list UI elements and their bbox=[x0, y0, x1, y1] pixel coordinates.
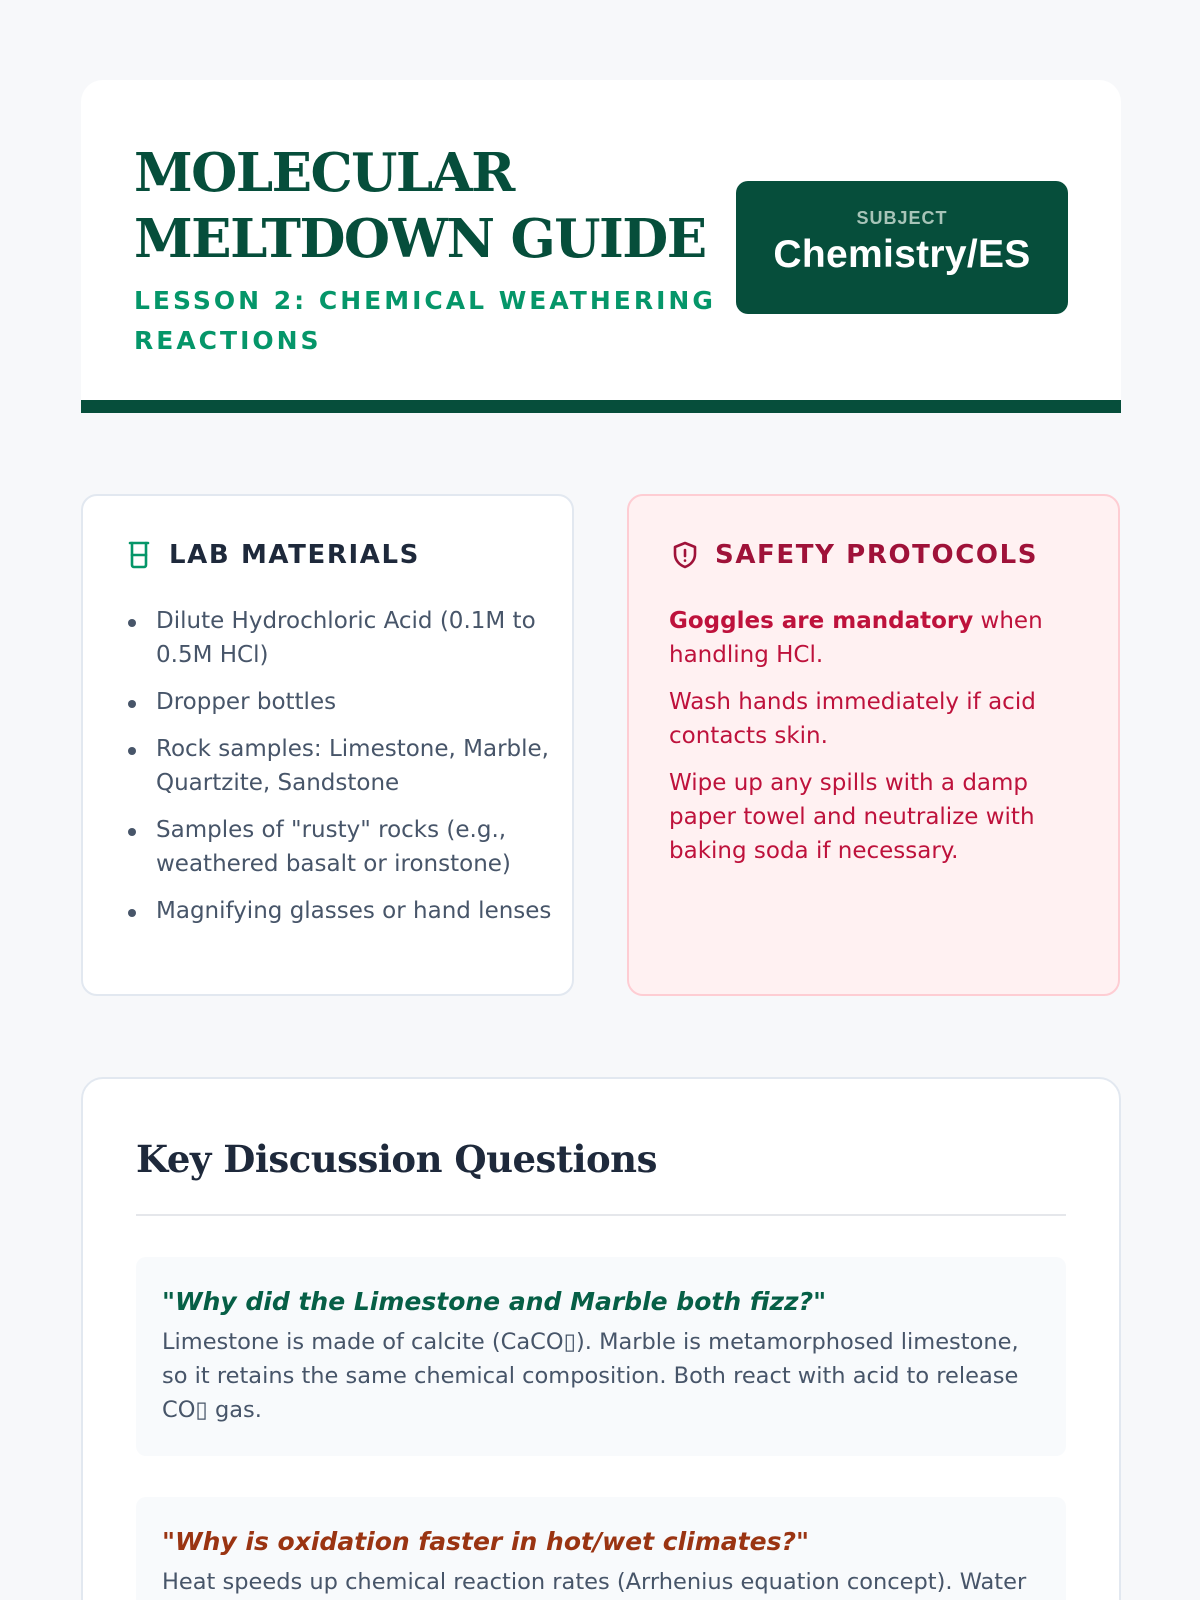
safety-rule-text: when handling HCl. bbox=[669, 608, 1043, 668]
subject-badge bbox=[736, 181, 1068, 314]
answer-text: Limestone is made of calcite (CaCO▯). Marble is metamorphosed limestone, so it retains the same chemical composition. Both react with acid to release CO▯ gas. bbox=[162, 1329, 1019, 1423]
question-block bbox=[136, 1497, 1066, 1600]
lab-materials-header bbox=[125, 540, 420, 570]
discussion-title: Key Discussion Questions bbox=[136, 1137, 657, 1181]
safety-rule bbox=[669, 604, 1089, 672]
list-item: Dropper bottles bbox=[156, 685, 556, 719]
safety-rule: Wash hands immediately if acid contacts skin. bbox=[669, 689, 1036, 749]
safety-rule: Wipe up any spills with a damp paper towel and neutralize with baking soda if necessary. bbox=[669, 770, 1035, 864]
subject-value: Chemistry/ES bbox=[773, 233, 1031, 276]
answer-text: Heat speeds up chemical reaction rates (Arrhenius equation concept). Water bbox=[162, 1569, 1027, 1595]
lab-materials-card bbox=[81, 494, 574, 996]
list-item: Magnifying glasses or hand lenses bbox=[156, 894, 556, 928]
safety-rule-emphasis: Goggles are mandatory bbox=[669, 608, 974, 634]
safety-protocols-card bbox=[627, 494, 1120, 996]
safety-header bbox=[671, 540, 1038, 570]
page-title bbox=[134, 140, 714, 272]
title-line-2: MELTDOWN GUIDE bbox=[134, 208, 706, 270]
divider bbox=[136, 1214, 1066, 1216]
question-text: "Why is oxidation faster in hot/wet climates?" bbox=[162, 1527, 809, 1556]
materials-list bbox=[156, 604, 556, 941]
safety-title: SAFETY PROTOCOLS bbox=[715, 540, 1039, 570]
subtitle-line-2: REACTIONS bbox=[134, 326, 322, 355]
subject-label: SUBJECT bbox=[856, 208, 948, 228]
question-block bbox=[136, 1257, 1066, 1456]
list-item: Samples of "rusty" rocks (e.g., weathered basalt or ironstone) bbox=[156, 813, 556, 881]
lab-materials-title: LAB MATERIALS bbox=[169, 540, 420, 570]
title-line-1: MOLECULAR bbox=[134, 142, 514, 204]
header-card bbox=[81, 80, 1121, 413]
question-text: "Why did the Limestone and Marble both fizz?" bbox=[162, 1287, 827, 1316]
beaker-icon bbox=[125, 540, 153, 570]
discussion-card bbox=[81, 1077, 1121, 1600]
list-item: Rock samples: Limestone, Marble, Quartzite, Sandstone bbox=[156, 732, 556, 800]
subtitle-line-1: LESSON 2: CHEMICAL WEATHERING bbox=[134, 286, 716, 315]
safety-rules bbox=[669, 604, 1089, 881]
list-item: Dilute Hydrochloric Acid (0.1M to 0.5M HCl) bbox=[156, 604, 556, 672]
lesson-subtitle bbox=[134, 281, 734, 361]
shield-alert-icon bbox=[671, 540, 699, 570]
